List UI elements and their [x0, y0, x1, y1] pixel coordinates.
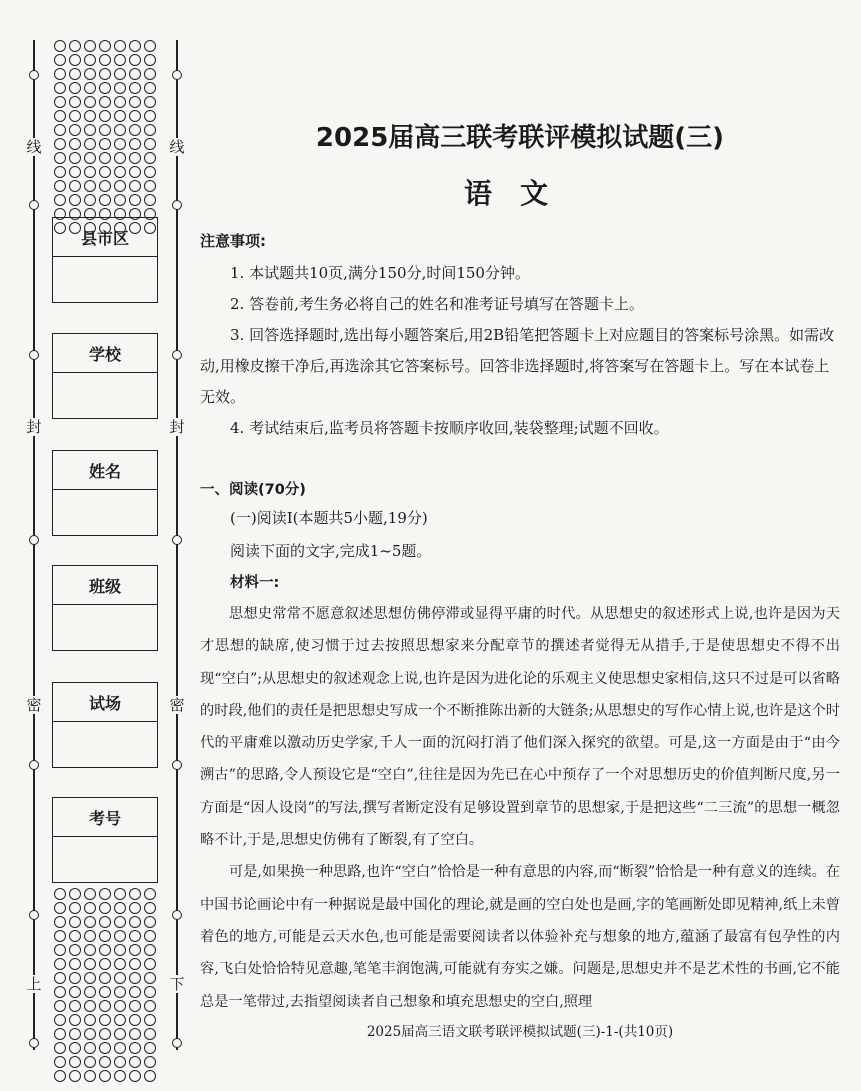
- decorative-dot: [69, 110, 81, 122]
- decorative-dot: [144, 930, 156, 942]
- decorative-dot: [114, 1042, 126, 1054]
- decorative-dot: [144, 54, 156, 66]
- field-label: 考号: [53, 798, 157, 837]
- decorative-dot: [144, 972, 156, 984]
- decorative-dot: [144, 986, 156, 998]
- decorative-dot: [54, 138, 66, 150]
- field-label: 试场: [53, 683, 157, 722]
- decorative-dot: [144, 1000, 156, 1012]
- decorative-dot: [129, 972, 141, 984]
- decorative-dot: [99, 194, 111, 206]
- reading-passage: [200, 598, 840, 1018]
- decorative-dot: [69, 68, 81, 80]
- decorative-dot: [129, 96, 141, 108]
- decorative-dot: [144, 916, 156, 928]
- decorative-dot: [129, 82, 141, 94]
- decorative-dot: [54, 40, 66, 52]
- decorative-dot: [54, 96, 66, 108]
- decorative-dot: [99, 152, 111, 164]
- field-label: 学校: [53, 334, 157, 373]
- circle-mark: [29, 200, 39, 210]
- decorative-dot: [84, 1042, 96, 1054]
- decorative-dot: [144, 194, 156, 206]
- decorative-dot: [84, 958, 96, 970]
- decorative-dot: [54, 1028, 66, 1040]
- decorative-dot: [84, 888, 96, 900]
- field-box-exam-room[interactable]: [52, 682, 158, 768]
- decorative-dot: [69, 82, 81, 94]
- field-box-exam-number[interactable]: [52, 797, 158, 883]
- decorative-dot: [54, 958, 66, 970]
- decorative-dot: [84, 68, 96, 80]
- decorative-dot: [144, 138, 156, 150]
- decorative-dot: [129, 1014, 141, 1026]
- decorative-dot: [54, 194, 66, 206]
- decorative-dot: [114, 96, 126, 108]
- decorative-dot-grid-bottom: [54, 888, 158, 1082]
- decorative-dot: [54, 902, 66, 914]
- decorative-dot: [144, 888, 156, 900]
- circle-mark: [29, 910, 39, 920]
- decorative-dot: [129, 152, 141, 164]
- decorative-dot: [54, 180, 66, 192]
- decorative-dot: [84, 124, 96, 136]
- decorative-dot: [54, 1042, 66, 1054]
- decorative-dot: [144, 40, 156, 52]
- decorative-dot: [129, 124, 141, 136]
- decorative-dot: [69, 1070, 81, 1082]
- decorative-dot: [99, 54, 111, 66]
- decorative-dot: [144, 944, 156, 956]
- passage-paragraph: 思想史常常不愿意叙述思想仿佛停滞或显得平庸的时代。从思想史的叙述形式上说,也许是因为天才思想的缺席,使习惯于过去按照思想家来分配章节的撰述者觉得无从措手,于是使思想史不得不出现“空白”;从思想史的叙述观念上说,也许是因为进化论的乐观主义使思想史家相信,这只不过是可以省略的时段,他们的责任是把思想史写成一个不断推陈出新的大链条;从思想史的写作心情上说,也许是这个时代的平庸难以激动历史学家,千人一面的沉闷打消了他们深入探究的欲望。可是,这一方面是由于“由今溯古”的思路,令人预设它是“空白”,往往是因为先已在心中预存了一个对思想历史的价值判断尺度,另一方面是“因人设岗”的写法,撰写者断定没有足够设置到章节的思想家,于是把这些“二三流”的思想一概忽略不计,于是,思想史仿佛有了断裂,有了空白。: [200, 606, 840, 849]
- decorative-dot: [69, 166, 81, 178]
- circle-mark: [172, 200, 182, 210]
- decorative-dot: [129, 1070, 141, 1082]
- decorative-dot: [129, 138, 141, 150]
- decorative-dot: [144, 1056, 156, 1068]
- decorative-dot: [144, 902, 156, 914]
- decorative-dot: [99, 916, 111, 928]
- decorative-dot: [114, 1070, 126, 1082]
- decorative-dot: [114, 958, 126, 970]
- decorative-dot: [54, 124, 66, 136]
- subject-title: 语文: [463, 177, 576, 210]
- decorative-dot: [54, 68, 66, 80]
- decorative-dot: [114, 888, 126, 900]
- decorative-dot: [54, 888, 66, 900]
- circle-mark: [29, 70, 39, 80]
- circle-mark: [29, 1038, 39, 1048]
- circle-mark: [172, 535, 182, 545]
- decorative-dot: [114, 916, 126, 928]
- decorative-dot: [114, 180, 126, 192]
- decorative-dot: [114, 930, 126, 942]
- decorative-dot: [129, 1000, 141, 1012]
- cut-mark-xian-left: 线: [26, 138, 42, 156]
- decorative-dot: [84, 180, 96, 192]
- section-instruction: 阅读下面的文字,完成1~5题。: [230, 542, 432, 560]
- decorative-dot: [114, 110, 126, 122]
- field-label: 班级: [53, 566, 157, 605]
- field-box-school[interactable]: [52, 333, 158, 419]
- decorative-dot: [114, 944, 126, 956]
- decorative-dot: [84, 138, 96, 150]
- decorative-dot: [69, 194, 81, 206]
- notice-item: 1. 本试题共10页,满分150分,时间150分钟。: [230, 264, 530, 282]
- decorative-dot: [54, 1056, 66, 1068]
- decorative-dot: [54, 916, 66, 928]
- decorative-dot: [84, 916, 96, 928]
- circle-mark: [29, 535, 39, 545]
- decorative-dot: [54, 110, 66, 122]
- decorative-dot: [99, 180, 111, 192]
- decorative-dot: [69, 986, 81, 998]
- decorative-dot: [99, 68, 111, 80]
- decorative-dot: [144, 96, 156, 108]
- cut-mark-mi-left: 密: [26, 696, 42, 714]
- decorative-dot: [99, 124, 111, 136]
- decorative-dot-grid-top: [54, 40, 158, 234]
- decorative-dot: [129, 986, 141, 998]
- decorative-dot: [69, 1056, 81, 1068]
- decorative-dot: [114, 124, 126, 136]
- cut-mark-feng-left: 封: [26, 418, 42, 436]
- cut-mark-mi-right: 密: [169, 696, 185, 714]
- decorative-dot: [114, 194, 126, 206]
- decorative-dot: [84, 944, 96, 956]
- decorative-dot: [99, 82, 111, 94]
- cut-mark-xian-right: 线: [169, 138, 185, 156]
- decorative-dot: [99, 888, 111, 900]
- decorative-dot: [84, 152, 96, 164]
- decorative-dot: [129, 166, 141, 178]
- decorative-dot: [144, 82, 156, 94]
- decorative-dot: [84, 82, 96, 94]
- passage-paragraph: 可是,如果换一种思路,也许“空白”恰恰是一种有意思的内容,而“断裂”恰恰是一种有意义的连续。在中国书论画论中有一种据说是最中国化的理论,就是画的空白处也是画,字的笔画断处即见精神,纸上未曾着色的地方,可能是云天水色,也可能是需要阅读者以体验补充与想象的地方,蕴涵了最富有包孕性的内容,飞白处恰恰特见意趣,笔笔丰润饱满,可能就有夯实之嫌。问题是,思想史并不是艺术性的书画,它不能总是一笔带过,去指望阅读者自己想象和填充思想史的空白,照理: [200, 864, 840, 1010]
- decorative-dot: [54, 944, 66, 956]
- decorative-dot: [114, 166, 126, 178]
- decorative-dot: [144, 1042, 156, 1054]
- decorative-dot: [69, 888, 81, 900]
- field-box-name[interactable]: [52, 450, 158, 536]
- decorative-dot: [129, 916, 141, 928]
- cut-line-left: [33, 40, 35, 1050]
- decorative-dot: [144, 180, 156, 192]
- cut-mark-feng-right: 封: [169, 418, 185, 436]
- decorative-dot: [114, 1056, 126, 1068]
- decorative-dot: [69, 930, 81, 942]
- decorative-dot: [54, 82, 66, 94]
- decorative-dot: [84, 902, 96, 914]
- cut-line-right: [176, 40, 178, 1050]
- decorative-dot: [99, 1000, 111, 1012]
- decorative-dot: [99, 138, 111, 150]
- decorative-dot: [84, 930, 96, 942]
- decorative-dot: [99, 1042, 111, 1054]
- decorative-dot: [144, 110, 156, 122]
- decorative-dot: [129, 944, 141, 956]
- cut-mark-xia: 下: [169, 975, 185, 993]
- decorative-dot: [114, 1028, 126, 1040]
- material-label: 材料一:: [230, 575, 280, 591]
- decorative-dot: [99, 96, 111, 108]
- decorative-dot: [114, 68, 126, 80]
- section-heading: 一、阅读(70分): [200, 482, 306, 498]
- decorative-dot: [129, 68, 141, 80]
- decorative-dot: [54, 1070, 66, 1082]
- decorative-dot: [69, 124, 81, 136]
- page-footer: 2025届高三语文联考联评模拟试题(三)-1-(共10页): [366, 1024, 674, 1040]
- exam-title: 2025届高三联考联评模拟试题(三): [315, 123, 725, 153]
- decorative-dot: [114, 902, 126, 914]
- decorative-dot: [54, 972, 66, 984]
- decorative-dot: [54, 1000, 66, 1012]
- field-box-county[interactable]: [52, 217, 158, 303]
- circle-mark: [172, 70, 182, 80]
- decorative-dot: [99, 944, 111, 956]
- decorative-dot: [144, 124, 156, 136]
- decorative-dot: [144, 958, 156, 970]
- decorative-dot: [129, 930, 141, 942]
- decorative-dot: [99, 958, 111, 970]
- decorative-dot: [114, 138, 126, 150]
- decorative-dot: [54, 986, 66, 998]
- decorative-dot: [144, 1070, 156, 1082]
- decorative-dot: [84, 110, 96, 122]
- decorative-dot: [114, 40, 126, 52]
- decorative-dot: [69, 1000, 81, 1012]
- field-label: 姓名: [53, 451, 157, 490]
- decorative-dot: [99, 1014, 111, 1026]
- binding-margin: [0, 0, 195, 1091]
- decorative-dot: [99, 902, 111, 914]
- decorative-dot: [69, 1028, 81, 1040]
- decorative-dot: [84, 40, 96, 52]
- decorative-dot: [129, 40, 141, 52]
- decorative-dot: [54, 152, 66, 164]
- decorative-dot: [129, 110, 141, 122]
- decorative-dot: [99, 930, 111, 942]
- decorative-dot: [69, 152, 81, 164]
- decorative-dot: [144, 1014, 156, 1026]
- decorative-dot: [84, 1056, 96, 1068]
- decorative-dot: [69, 1042, 81, 1054]
- decorative-dot: [54, 1014, 66, 1026]
- decorative-dot: [114, 82, 126, 94]
- decorative-dot: [84, 1000, 96, 1012]
- decorative-dot: [99, 110, 111, 122]
- decorative-dot: [84, 972, 96, 984]
- decorative-dot: [144, 1028, 156, 1040]
- circle-mark: [172, 910, 182, 920]
- section-subheading: (一)阅读Ⅰ(本题共5小题,19分): [230, 509, 428, 527]
- decorative-dot: [69, 902, 81, 914]
- decorative-dot: [69, 96, 81, 108]
- decorative-dot: [99, 972, 111, 984]
- decorative-dot: [99, 1028, 111, 1040]
- decorative-dot: [84, 986, 96, 998]
- decorative-dot: [129, 1042, 141, 1054]
- circle-mark: [29, 760, 39, 770]
- notice-heading: 注意事项:: [200, 232, 266, 250]
- notice-item: 3. 回答选择题时,选出每小题答案后,用2B铅笔把答题卡上对应题目的答案标号涂黑。如需改动,用橡皮擦干净后,再选涂其它答案标号。回答非选择题时,将答案写在答题卡上。写在本试卷上无效。: [200, 326, 835, 406]
- decorative-dot: [69, 180, 81, 192]
- decorative-dot: [84, 1070, 96, 1082]
- decorative-dot: [84, 166, 96, 178]
- decorative-dot: [114, 1000, 126, 1012]
- circle-mark: [172, 1038, 182, 1048]
- decorative-dot: [69, 958, 81, 970]
- decorative-dot: [54, 930, 66, 942]
- circle-mark: [172, 760, 182, 770]
- field-label: 县市区: [53, 218, 157, 257]
- decorative-dot: [69, 916, 81, 928]
- decorative-dot: [99, 1070, 111, 1082]
- notice-list: [200, 258, 840, 444]
- circle-mark: [29, 350, 39, 360]
- decorative-dot: [129, 902, 141, 914]
- decorative-dot: [114, 54, 126, 66]
- decorative-dot: [69, 1014, 81, 1026]
- decorative-dot: [84, 54, 96, 66]
- decorative-dot: [144, 152, 156, 164]
- decorative-dot: [99, 1056, 111, 1068]
- decorative-dot: [69, 944, 81, 956]
- notice-item: 2. 答卷前,考生务必将自己的姓名和准考证号填写在答题卡上。: [230, 295, 644, 313]
- decorative-dot: [129, 1056, 141, 1068]
- decorative-dot: [129, 1028, 141, 1040]
- decorative-dot: [84, 96, 96, 108]
- decorative-dot: [144, 166, 156, 178]
- decorative-dot: [99, 166, 111, 178]
- circle-mark: [172, 350, 182, 360]
- decorative-dot: [84, 1014, 96, 1026]
- decorative-dot: [99, 986, 111, 998]
- decorative-dot: [54, 166, 66, 178]
- decorative-dot: [129, 958, 141, 970]
- decorative-dot: [84, 1028, 96, 1040]
- decorative-dot: [99, 40, 111, 52]
- field-box-class[interactable]: [52, 565, 158, 651]
- decorative-dot: [129, 180, 141, 192]
- decorative-dot: [114, 152, 126, 164]
- decorative-dot: [69, 54, 81, 66]
- decorative-dot: [54, 54, 66, 66]
- cut-mark-shang: 上: [26, 975, 42, 993]
- decorative-dot: [129, 54, 141, 66]
- decorative-dot: [129, 194, 141, 206]
- decorative-dot: [84, 194, 96, 206]
- decorative-dot: [114, 972, 126, 984]
- decorative-dot: [69, 138, 81, 150]
- decorative-dot: [69, 40, 81, 52]
- decorative-dot: [114, 986, 126, 998]
- decorative-dot: [69, 972, 81, 984]
- notice-item: 4. 考试结束后,监考员将答题卡按顺序收回,装袋整理;试题不回收。: [230, 419, 669, 437]
- decorative-dot: [114, 1014, 126, 1026]
- decorative-dot: [129, 888, 141, 900]
- decorative-dot: [144, 68, 156, 80]
